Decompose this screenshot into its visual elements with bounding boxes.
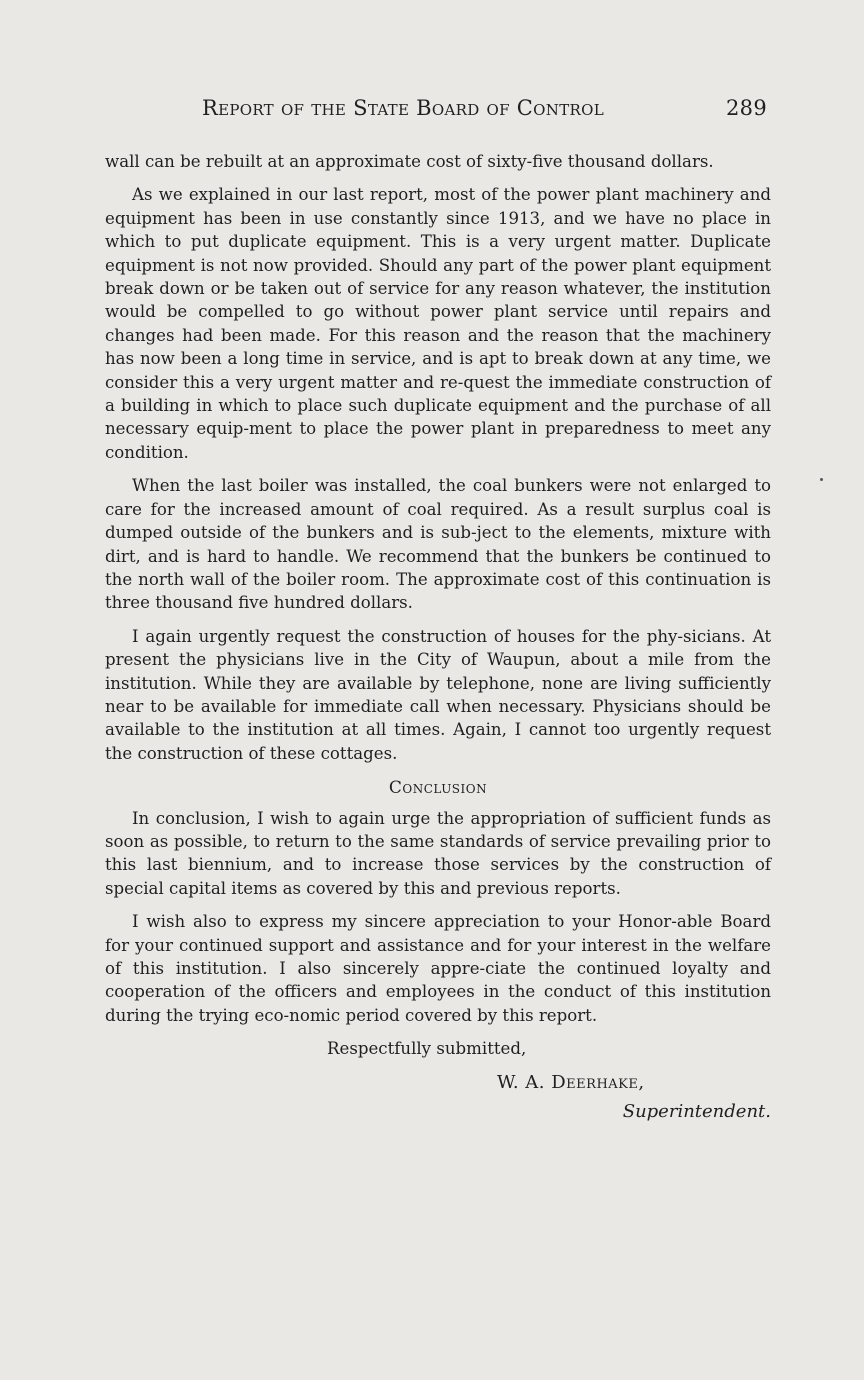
paragraph-appreciation: I wish also to express my sincere appreciation to your Honor-able Board for your continued support and assistance and for your interest in the welfare of this institution. I also sincerely appre-ciate the continued loyalty and cooperation of the officers and employees in the conduct of this institution during the trying eco-nomic period covered by this report. <box>105 912 771 1025</box>
paragraph-conclusion: In conclusion, I wish to again urge the appropriation of sufficient funds as soon as possible, to return to the same standards of service prevailing prior to this last biennium, and to increase those services by the construction of special capital items as covered by this and previous reports. <box>105 808 771 898</box>
body-text <box>105 150 771 1123</box>
paragraph-continuation: wall can be rebuilt at an approximate cost of sixty-five thousand dollars. <box>105 152 714 171</box>
closing-line: Respectfully submitted, <box>327 1039 527 1059</box>
paragraph-physicians-houses: I again urgently request the construction of houses for the phy-sicians. At present the physicians live in the City of Waupun, about a mile from the institution. While they are available by telephone, none are living sufficiently near to be available for immediate call when necessary. Physicians should be available to the institution at all times. Again, I cannot too urgently request the construction of these cottages. <box>105 626 771 763</box>
signature-title: Superintendent. <box>622 1101 771 1123</box>
section-heading-conclusion: Conclusion <box>388 778 488 799</box>
page-number: 289 <box>726 96 767 120</box>
paragraph-coal-bunkers: When the last boiler was installed, the coal bunkers were not enlarged to care for the increased amount of coal required. As a result surplus coal is dumped outside of the bunkers and is sub-ject to the elements, mixture with dirt, and is hard to handle. We recommend that the bunkers be continued to the north wall of the boiler room. The approximate cost of this continuation is three thousand five hundred dollars. <box>105 476 771 613</box>
paper-speck <box>820 478 823 481</box>
signature-name: W. A. Deerhake, <box>497 1071 645 1093</box>
paragraph-power-plant: As we explained in our last report, most of the power plant machinery and equipment has been in use constantly since 1913, and we have no place in which to put duplicate equipment. This is a very urgent matter. Duplicate equipment is not now provided. Should any part of the power plant equipment break down or be taken out of service for any reason whatever, the institution would be compelled to go without power plant service until repairs and changes had been made. For this reason and the reason that the machinery has now been a long time in service, and is apt to break down at any time, we consider this a very urgent matter and re-quest the immediate construction of a building in which to place such duplicate equipment and the purchase of all necessary equip-ment to place the power plant in preparedness to meet any condition. <box>105 185 771 462</box>
header-title: Report of the State Board of Control <box>202 96 604 120</box>
